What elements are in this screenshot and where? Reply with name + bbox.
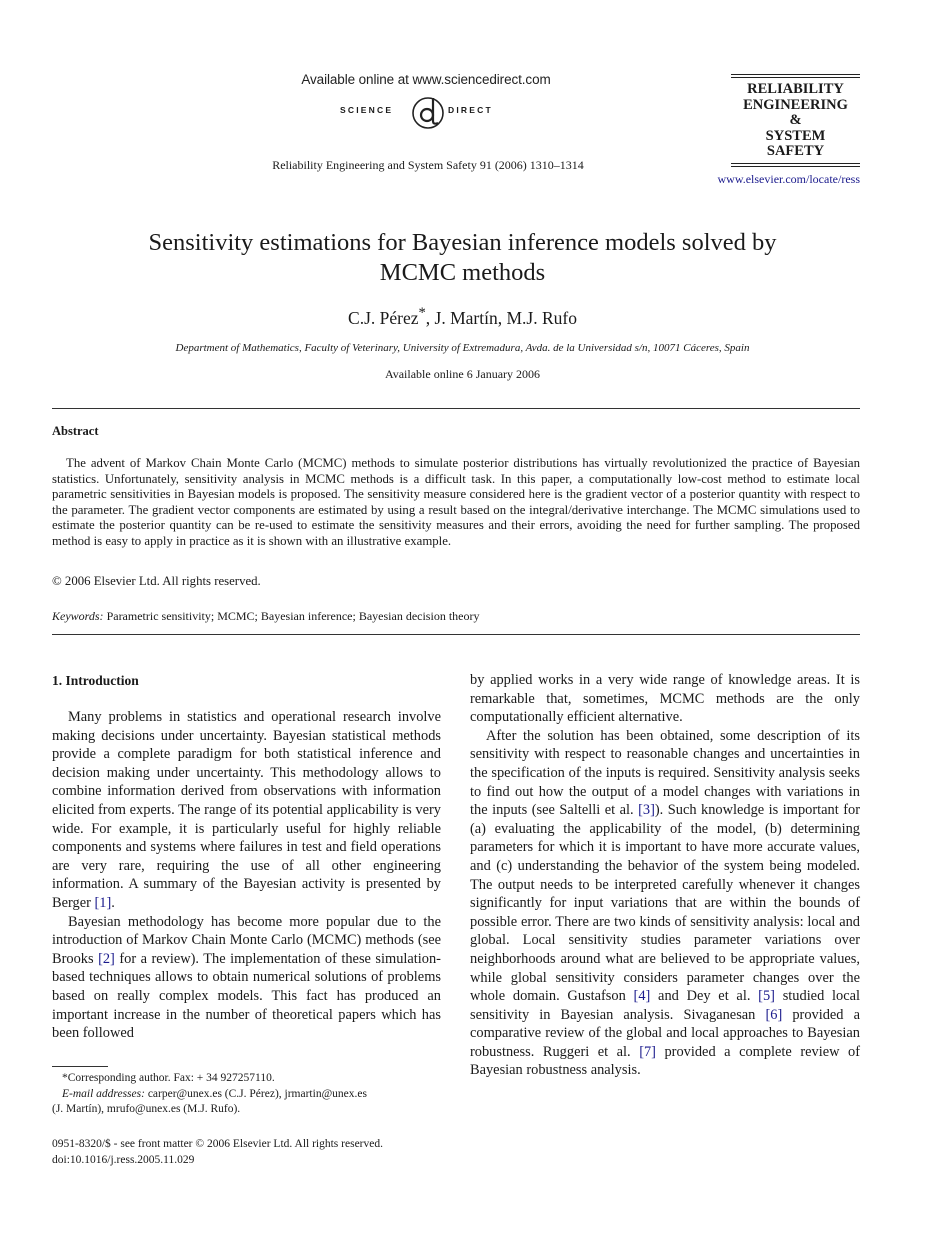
paragraph-text: for a review). The implementation of these simulation-based techniques allows to obtain numerical solutions of problems based on really complex models. This fact has produced an important increase in the number of theoretical papers which has been followed	[52, 950, 441, 1042]
paragraph-text: and Dey et al.	[650, 988, 759, 1005]
paragraph-text: Many problems in statistics and operational research involve making decisions under uncertainty. Bayesian statistical methods provide a complete paradigm for both statistical inference and decision making under uncertainty. This methodology allows to combine information derived from observations with information elicited from experts. The range of its potential applicability is very wide. For example, it is particularly useful for highly reliable components and systems where failures in test and field operations are very rare, requiring the use of all other engineering information. A summary of the Bayesian activity is presented by Berger	[52, 709, 441, 911]
divider	[52, 634, 860, 635]
paragraph-text: ). Such knowledge is important for (a) evaluating the applicability of the model, (b) determining parameters for which it is important to have more accurate values, and (c) understanding the behavior of the system being modeled. The output needs to be interpreted carefully whenever it changes significantly for input variations that are within the bounds of possible error. There are two kinds of sensitivity analysis: local and global. Local sensitivity studies parameter variations over neighborhoods around what are believed to be appropriate values, while global sensitivity considers parameter changes over the whole domain. Gustafson	[470, 802, 861, 1005]
divider	[52, 408, 860, 409]
email-note	[52, 1087, 442, 1103]
paragraph-text: After the solution has been obtained, some description of its sensitivity with respect to reasonable changes and uncertainties in the specification of the inputs is required. Sensitivity analysis seeks to find out how the output of a model changes with variations in the inputs (see Saltelli et al.	[470, 727, 860, 819]
journal-url-link[interactable]: www.elsevier.com/locate/ress	[717, 172, 860, 186]
paragraph-text: provided a comparative review of the global and local approaches to Bayesian robustness. Ruggeri et al.	[470, 1006, 860, 1060]
footnotes	[52, 1071, 442, 1118]
journal-title-line: RELIABILITY	[747, 81, 844, 97]
keywords-list: Parametric sensitivity; MCMC; Bayesian inference; Bayesian decision theory	[106, 609, 480, 623]
logo-direct-word: DIRECT	[448, 105, 493, 115]
abstract-heading: Abstract	[52, 424, 99, 438]
author-name: C.J. Pérez	[348, 307, 419, 328]
abstract-copyright: © 2006 Elsevier Ltd. All rights reserved.	[52, 574, 261, 588]
sciencedirect-logo	[340, 92, 510, 132]
paragraph-text: Bayesian methodology has become more popular due to the introduction of Markov Chain Monte Carlo (MCMC) methods (see Brooks	[52, 913, 441, 967]
paragraph-text: .	[111, 894, 115, 911]
front-matter	[52, 1136, 452, 1168]
paragraph	[52, 708, 441, 913]
abstract-text: The advent of Markov Chain Monte Carlo (MCMC) methods to simulate posterior distributions has virtually revolutionized the practice of Bayesian statistics. Unfortunately, sensitivity analysis in MCMC methods is a difficult task. In this paper, a computationally low-cost method to estimate local parametric sensitivities in Bayesian models is proposed. The sensitivity measure considered here is the gradient vector of a posterior quantity with respect to the parameter. The gradient vector components are estimated by using a result based on the integral/derivative interchange. The MCMC simulations used to estimate the posterior quantity can be re-used to estimate the sensitivity measures and their errors, avoiding the need for further sampling. The proposed method is easy to apply in practice as it is shown with an illustrative example.	[52, 456, 860, 548]
paragraph-text: provided a complete review of Bayesian robustness analysis.	[470, 1043, 860, 1079]
doi-line: doi:10.1016/j.ress.2005.11.029	[52, 1154, 195, 1166]
journal-title-line: ENGINEERING	[743, 96, 848, 113]
reference-link[interactable]: [6]	[765, 1006, 783, 1023]
journal-citation: Reliability Engineering and System Safety 91 (2006) 1310–1314	[272, 158, 584, 172]
paragraph	[52, 913, 441, 1043]
keywords-label: Keywords:	[52, 609, 104, 623]
title-line: Sensitivity estimations for Bayesian inference models solved by	[148, 229, 777, 256]
title-line: MCMC methods	[379, 259, 546, 286]
paragraph-text: studied local sensitivity in Bayesian analysis. Sivaganesan	[470, 988, 860, 1023]
email-addresses: carper@unex.es (C.J. Pérez), jrmartin@unex.es	[144, 1087, 367, 1100]
paragraph: by applied works in a very wide range of knowledge areas. It is remarkable that, sometimes, MCMC methods are the only computationally efficient alternative.	[470, 672, 860, 726]
section-heading: 1. Introduction	[52, 673, 139, 688]
affiliation: Department of Mathematics, Faculty of Veterinary, University of Extremadura, Avda. de la Universidad s/n, 10071 Cáceres, Spain	[175, 342, 750, 354]
journal-box-top-rule	[731, 74, 860, 75]
reference-link[interactable]: [1]	[94, 894, 112, 911]
author-names-rest: , J. Martín, M.J. Rufo	[425, 307, 577, 328]
issn-line: 0951-8320/$ - see front matter © 2006 Elsevier Ltd. All rights reserved.	[52, 1138, 383, 1150]
keywords	[52, 609, 860, 624]
reference-link[interactable]: [5]	[758, 988, 775, 1005]
paragraph	[470, 727, 860, 1080]
right-column	[470, 671, 860, 1080]
journal-box-top-rule-2	[731, 77, 860, 78]
journal-title-line: SAFETY	[766, 143, 825, 159]
reference-link[interactable]: [2]	[98, 950, 115, 967]
journal-title-line: &	[789, 112, 802, 128]
author-list	[60, 305, 865, 329]
corresponding-author-mark[interactable]: *	[418, 305, 426, 321]
logo-science-word: SCIENCE	[340, 105, 394, 115]
reference-link[interactable]: [7]	[639, 1043, 656, 1060]
journal-title-line: SYSTEM	[765, 127, 826, 144]
email-note-cont: (J. Martín), mrufo@unex.es (M.J. Rufo).	[52, 1103, 241, 1115]
available-online-text: Available online at www.sciencedirect.com	[301, 72, 551, 87]
article-title	[60, 228, 865, 288]
footnote-rule	[52, 1066, 108, 1067]
journal-title	[731, 82, 860, 160]
email-label: E-mail addresses:	[62, 1087, 145, 1100]
reference-link[interactable]: [4]	[633, 988, 651, 1005]
journal-box-bottom-rule	[731, 163, 860, 164]
at-symbol-icon	[411, 92, 445, 132]
available-date: Available online 6 January 2006	[384, 367, 541, 381]
journal-title-box	[731, 74, 860, 169]
left-column	[52, 708, 441, 1043]
reference-link[interactable]: [3]	[638, 802, 655, 819]
corresponding-author-note: *Corresponding author. Fax: + 34 927257110.	[62, 1072, 275, 1084]
journal-box-bottom-rule-2	[731, 166, 860, 167]
